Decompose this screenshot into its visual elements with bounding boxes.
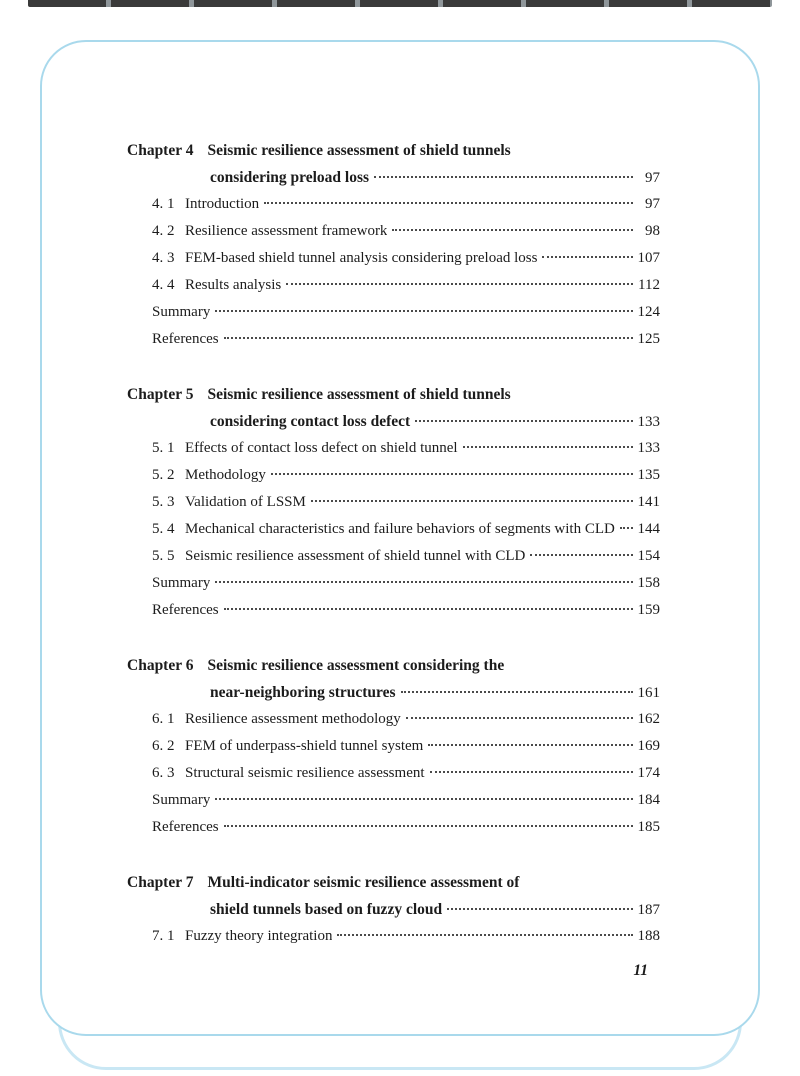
entry-page-number: 144: [637, 521, 660, 537]
entry-number: 7. 1: [152, 928, 175, 944]
entry-title: Resilience assessment methodology: [185, 711, 401, 727]
toc-entry: [127, 602, 660, 629]
entry-title: Summary: [152, 575, 211, 591]
chapter-heading-line2: [127, 901, 660, 928]
dot-leader: [337, 934, 633, 936]
entry-number: 4. 3: [152, 250, 175, 266]
dot-leader: [415, 420, 633, 422]
entry-title: Methodology: [185, 467, 266, 483]
entry-number: 4. 1: [152, 196, 175, 212]
dot-leader: [311, 500, 633, 502]
entry-title: FEM-based shield tunnel analysis considering preload loss: [185, 250, 538, 266]
dot-leader: [447, 908, 633, 910]
dot-leader: [406, 717, 633, 719]
chapter-label: Chapter 4: [127, 142, 194, 159]
chapter-page-number: 187: [637, 902, 660, 918]
book-page-card: [40, 40, 760, 1036]
dot-leader: [271, 473, 633, 475]
entry-title: Fuzzy theory integration: [185, 928, 333, 944]
entry-page-number: 141: [637, 494, 660, 510]
entry-page-number: 112: [638, 277, 660, 293]
entry-page-number: 125: [637, 331, 660, 347]
dot-leader: [620, 527, 633, 529]
entry-title: Resilience assessment framework: [185, 223, 388, 239]
toc-entry: [127, 250, 660, 277]
dot-leader: [401, 691, 633, 693]
toc-entry: [127, 304, 660, 331]
entry-title: References: [152, 602, 219, 618]
chapter-title-line2: shield tunnels based on fuzzy cloud: [210, 901, 443, 918]
toc-entry: [127, 223, 660, 250]
chapter-title-line1: Seismic resilience assessment of shield tunnels: [207, 142, 511, 159]
dot-leader: [286, 283, 633, 285]
entry-number: 6. 3: [152, 765, 175, 781]
entry-page-number: 174: [637, 765, 660, 781]
entry-number: 6. 1: [152, 711, 175, 727]
toc-section: [127, 657, 660, 846]
dot-leader: [392, 229, 633, 231]
toc-entry: [127, 575, 660, 602]
entry-page-number: 107: [637, 250, 660, 266]
chapter-title-line2: considering contact loss defect: [210, 413, 411, 430]
entry-title: Effects of contact loss defect on shield tunnel: [185, 440, 458, 456]
chapter-title-line1: Seismic resilience assessment considering the: [207, 657, 505, 674]
entry-title: Results analysis: [185, 277, 282, 293]
chapter-heading-line1: [127, 142, 660, 169]
entry-number: 5. 3: [152, 494, 175, 510]
chapter-title-line1: Seismic resilience assessment of shield tunnels: [207, 386, 511, 403]
entry-number: 5. 1: [152, 440, 175, 456]
entry-number: 4. 2: [152, 223, 175, 239]
entry-page-number: 162: [637, 711, 660, 727]
toc-sections: [127, 142, 660, 955]
dot-leader: [215, 798, 633, 800]
chapter-heading-line2: [127, 684, 660, 711]
toc-entry: [127, 494, 660, 521]
entry-page-number: 97: [645, 196, 660, 212]
entry-title: Structural seismic resilience assessment: [185, 765, 425, 781]
chapter-label: Chapter 5: [127, 386, 194, 403]
toc-entry: [127, 467, 660, 494]
dot-leader: [264, 202, 633, 204]
entry-page-number: 169: [637, 738, 660, 754]
chapter-page-number: 133: [637, 414, 660, 430]
entry-page-number: 154: [637, 548, 660, 564]
entry-title: References: [152, 819, 219, 835]
toc-entry: [127, 277, 660, 304]
toc-section: [127, 386, 660, 629]
entry-page-number: 135: [637, 467, 660, 483]
entry-page-number: 185: [637, 819, 660, 835]
chapter-page-number: 97: [645, 170, 660, 186]
dot-leader: [428, 744, 633, 746]
entry-number: 5. 2: [152, 467, 175, 483]
chapter-title-line2: near-neighboring structures: [210, 684, 396, 701]
entry-page-number: 159: [637, 602, 660, 618]
entry-title: References: [152, 331, 219, 347]
entry-number: 6. 2: [152, 738, 175, 754]
toc-entry: [127, 765, 660, 792]
dot-leader: [224, 825, 633, 827]
chapter-heading-line2: [127, 413, 660, 440]
chapter-label: Chapter 7: [127, 874, 194, 891]
entry-number: 5. 5: [152, 548, 175, 564]
dot-leader: [430, 771, 633, 773]
toc-entry: [127, 440, 660, 467]
chapter-heading-line2: [127, 169, 660, 196]
toc-entry: [127, 819, 660, 846]
entry-title: FEM of underpass-shield tunnel system: [185, 738, 424, 754]
toc-entry: [127, 521, 660, 548]
entry-page-number: 133: [637, 440, 660, 456]
chapter-label: Chapter 6: [127, 657, 194, 674]
entry-title: Mechanical characteristics and failure behaviors of segments with CLD: [185, 521, 615, 537]
toc-entry: [127, 331, 660, 358]
toc-entry: [127, 196, 660, 223]
dot-leader: [224, 608, 633, 610]
chapter-page-number: 161: [637, 685, 660, 701]
entry-title: Validation of LSSM: [185, 494, 306, 510]
toc-entry: [127, 792, 660, 819]
dot-leader: [215, 581, 633, 583]
dot-leader: [463, 446, 633, 448]
dot-leader: [215, 310, 633, 312]
entry-number: 5. 4: [152, 521, 175, 537]
table-of-contents: [127, 142, 660, 980]
entry-title: Summary: [152, 792, 211, 808]
entry-title: Introduction: [185, 196, 260, 212]
entry-page-number: 98: [645, 223, 660, 239]
entry-title: Summary: [152, 304, 211, 320]
chapter-title-line1: Multi-indicator seismic resilience assessment of: [207, 874, 520, 891]
entry-page-number: 158: [637, 575, 660, 591]
previous-page-top-edge: [28, 0, 772, 7]
toc-entry: [127, 928, 660, 955]
toc-entry: [127, 711, 660, 738]
chapter-heading-line1: [127, 386, 660, 413]
entry-page-number: 124: [637, 304, 660, 320]
dot-leader: [542, 256, 633, 258]
dot-leader: [224, 337, 633, 339]
chapter-heading-line1: [127, 874, 660, 901]
entry-page-number: 188: [637, 928, 660, 944]
chapter-heading-line1: [127, 657, 660, 684]
page-number: 11: [633, 962, 648, 979]
entry-title: Seismic resilience assessment of shield tunnel with CLD: [185, 548, 526, 564]
toc-section: [127, 142, 660, 358]
entry-number: 4. 4: [152, 277, 175, 293]
dot-leader: [374, 176, 633, 178]
toc-section: [127, 874, 660, 955]
entry-page-number: 184: [637, 792, 660, 808]
dot-leader: [530, 554, 633, 556]
toc-entry: [127, 738, 660, 765]
chapter-title-line2: considering preload loss: [210, 169, 370, 186]
toc-entry: [127, 548, 660, 575]
